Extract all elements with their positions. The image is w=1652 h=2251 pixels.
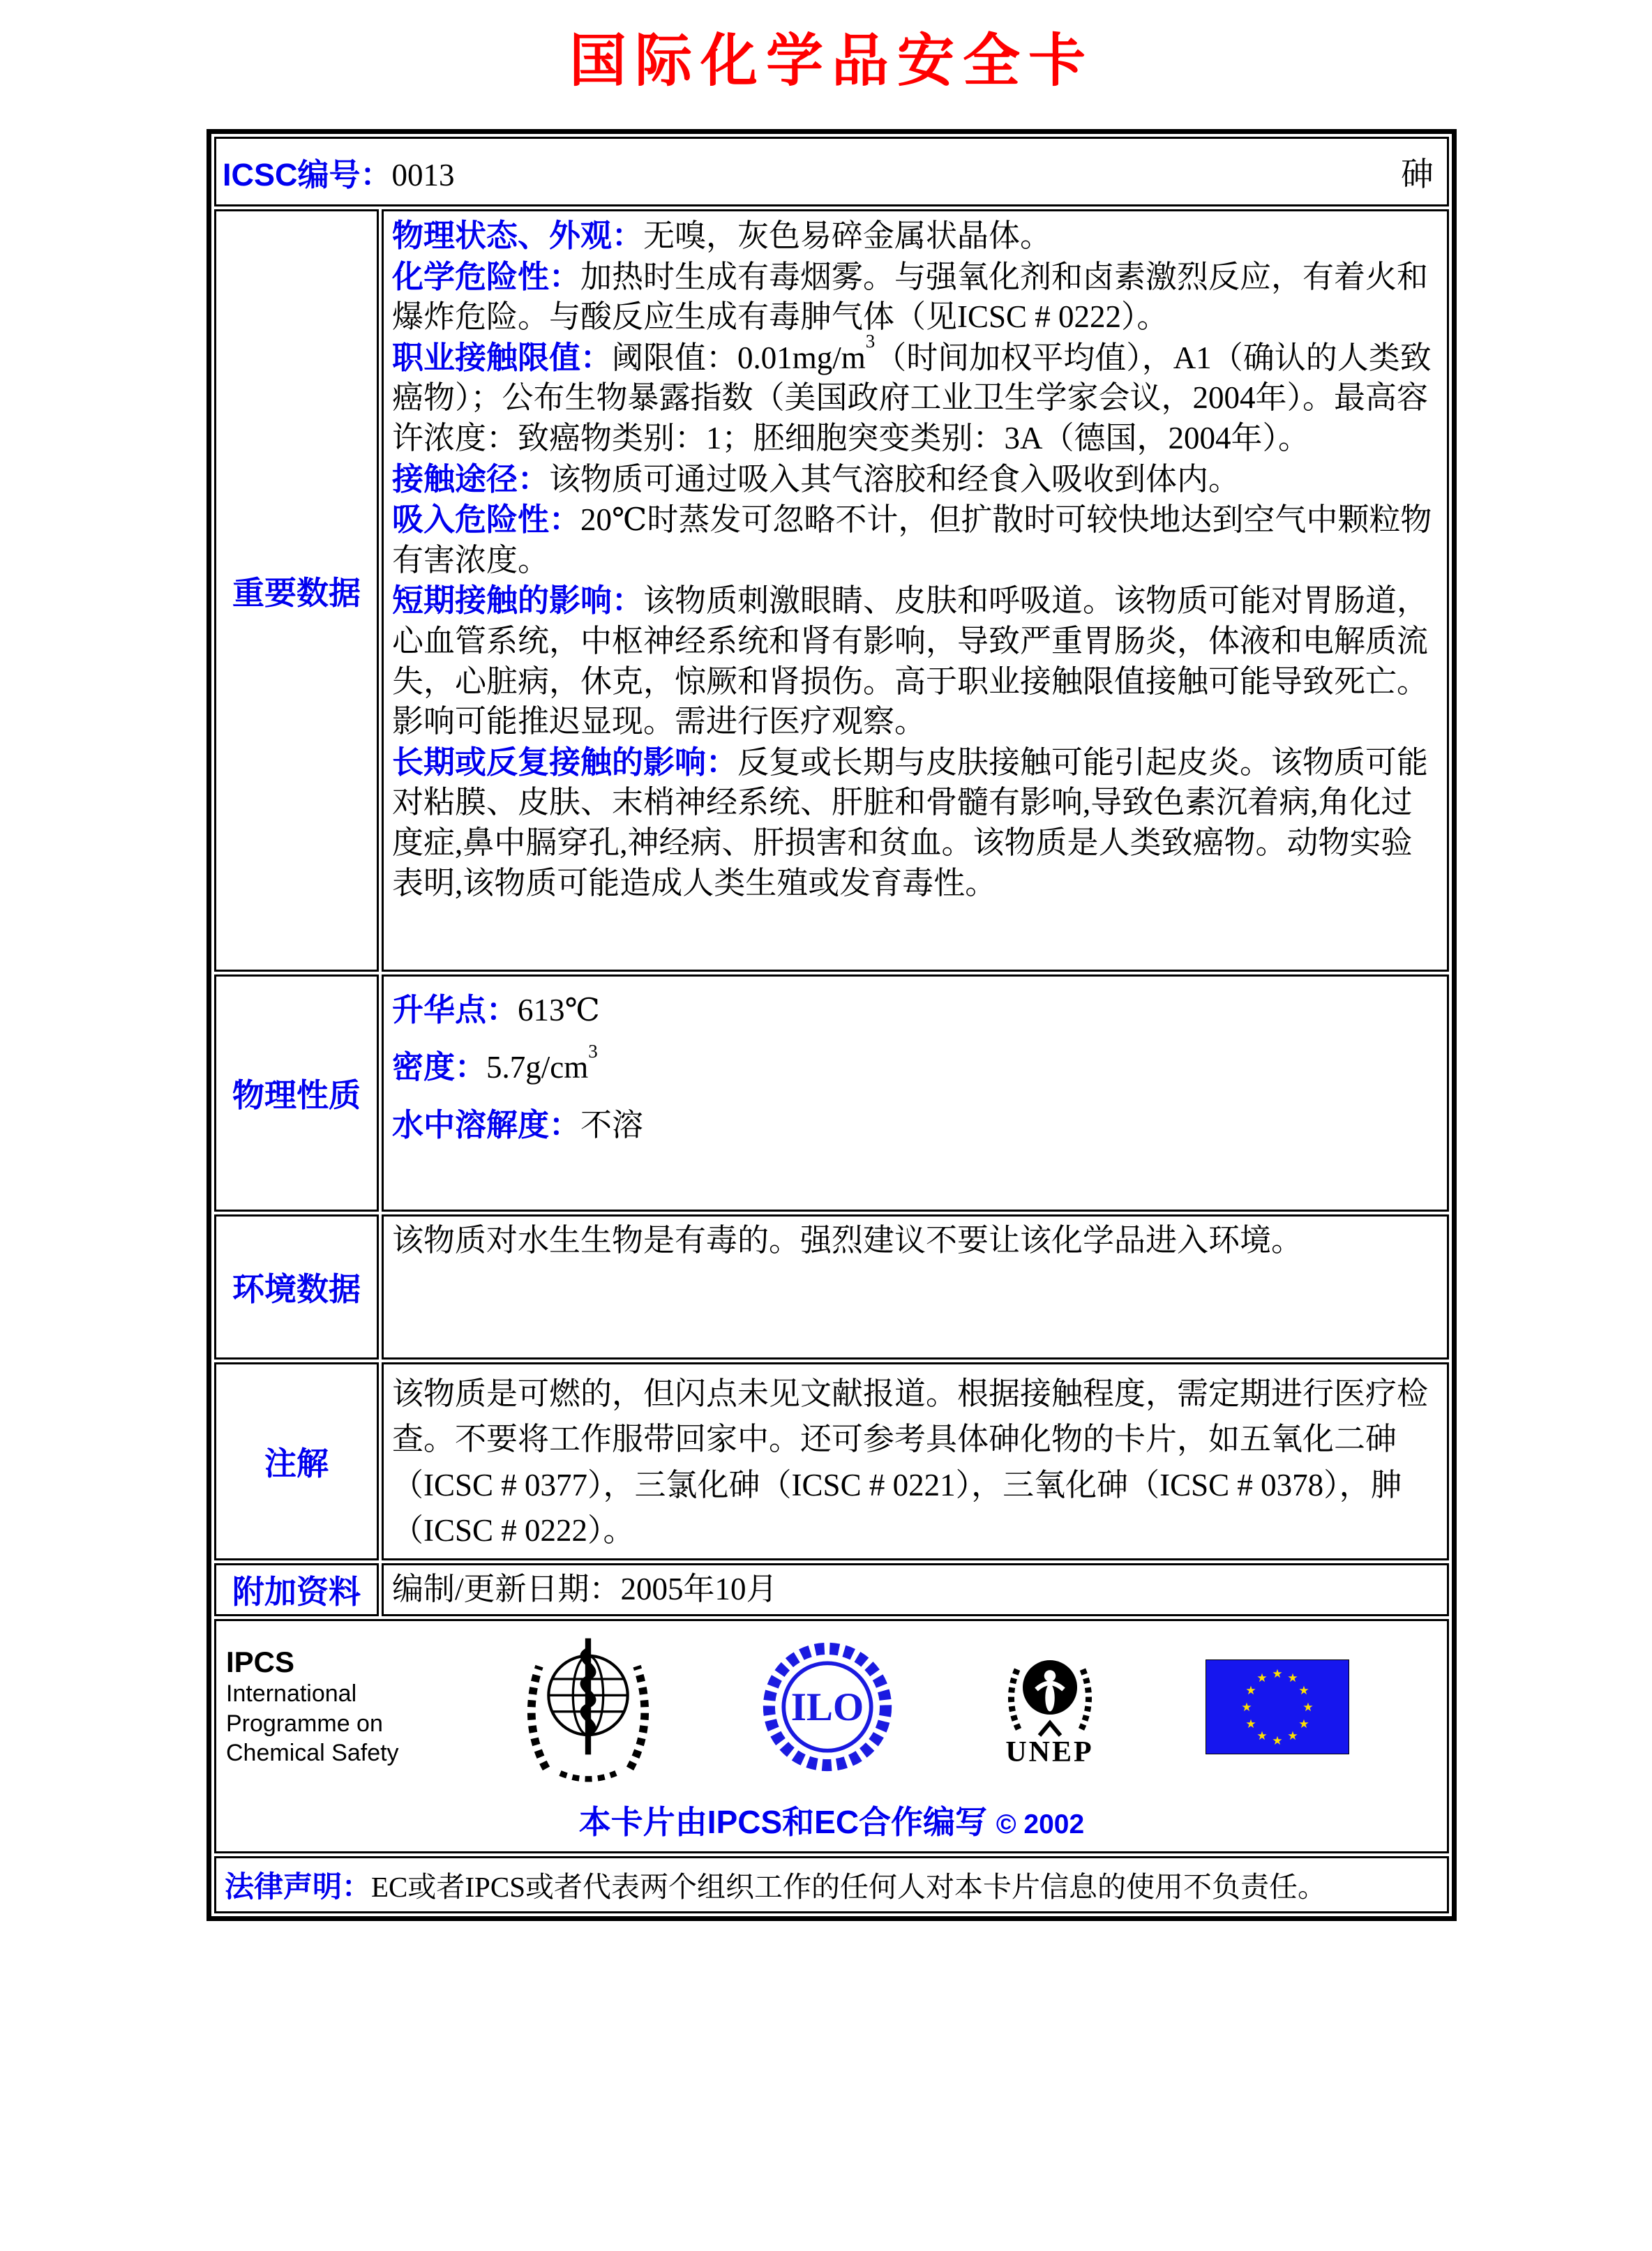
row-label-important-data: 重要数据	[214, 209, 379, 972]
field-label: 吸入危险性：	[392, 502, 581, 538]
eu-star-icon: ★	[1256, 1729, 1268, 1743]
eu-star-icon: ★	[1241, 1701, 1252, 1715]
row-label-additional-info: 附加资料	[214, 1563, 379, 1616]
important-data-content	[382, 209, 1449, 972]
eu-star-icon: ★	[1272, 1667, 1283, 1681]
field-short-term-effects	[392, 580, 1439, 741]
eu-star-icon: ★	[1287, 1729, 1298, 1743]
superscript: 3	[865, 331, 876, 352]
ipcs-line-3: Chemical Safety	[226, 1740, 399, 1767]
eu-star-icon: ★	[1298, 1684, 1309, 1698]
field-text: 反复或长期与皮肤接触可能引起皮炎。该物质可能对粘膜、皮肤、末梢神经系统、肝脏和骨髓有影响,导致色素沉着病,角化过度症,鼻中膈穿孔,神经病、肝损害和贫血。该物质是人类致癌物。动物实验表明,该物质可能造成人类生殖或发育毒性。	[392, 744, 1429, 901]
organization-logos	[216, 1628, 1447, 1783]
row-label-notes: 注解	[214, 1362, 379, 1560]
eu-star-icon: ★	[1302, 1701, 1314, 1715]
row-label-physical-properties: 物理性质	[214, 974, 379, 1212]
field-text: 该物质可通过吸入其气溶胶和经食入吸收到体内。	[549, 461, 1240, 497]
row-label-environmental-data: 环境数据	[214, 1214, 379, 1360]
field-label: 升华点：	[392, 992, 518, 1027]
additional-info-content	[382, 1563, 1449, 1616]
copyright-text: © 2002	[996, 1809, 1085, 1839]
field-label: 长期或反复接触的影响：	[392, 744, 738, 780]
environmental-text: 该物质对水生生物是有毒的。强烈建议不要让该化学品进入环境。	[392, 1223, 1303, 1258]
ilo-logo-icon	[761, 1641, 894, 1773]
field-label: 接触途径：	[392, 460, 550, 497]
environmental-data-content	[382, 1214, 1449, 1360]
eu-star-icon: ★	[1245, 1684, 1256, 1698]
icsc-number-value: 0013	[391, 157, 455, 193]
field-chemical-danger	[392, 257, 1439, 338]
physical-properties-row	[214, 974, 1449, 1212]
field-text: 20℃时蒸发可忽略不计，但扩散时可较快地达到空气中颗粒物有害浓度。	[392, 502, 1432, 578]
field-text: 阈限值：0.01mg/m	[612, 340, 866, 375]
physical-properties-content	[382, 974, 1449, 1212]
unep-logo-text: UNEP	[1005, 1736, 1094, 1768]
field-inhalation-risk	[392, 499, 1439, 580]
field-label: 职业接触限值：	[392, 339, 613, 375]
who-logo-icon	[518, 1631, 658, 1783]
field-density	[392, 1040, 1439, 1087]
icsc-card-table	[206, 129, 1457, 1921]
field-text: 该物质刺激眼睛、皮肤和呼吸道。该物质可能对胃肠道，心血管系统，中枢神经系统和肾有影响，导致严重胃肠炎，体液和电解质流失，心脏病，休克，惊厥和肾损伤。高于职业接触限值接触可能导致死亡。影响可能推迟显现。需进行医疗观察。	[392, 583, 1429, 739]
field-text: 不溶	[580, 1107, 644, 1143]
field-exposure-routes	[392, 459, 1439, 500]
field-occupational-limit	[392, 331, 1439, 459]
ipcs-acronym: IPCS	[226, 1646, 295, 1679]
field-physical-state	[392, 216, 1439, 257]
environmental-data-row	[214, 1214, 1449, 1360]
field-text: 613℃	[518, 993, 600, 1027]
field-text: 无嗅，灰色易碎金属状晶体。	[643, 218, 1052, 253]
field-label: 化学危险性：	[392, 258, 581, 294]
ipcs-line-2: Programme on	[226, 1710, 383, 1737]
important-data-row	[214, 209, 1449, 972]
icsc-card-sheet	[206, 15, 1457, 1921]
field-text-tail: （时间加权平均值），A1（确认的人类致癌物）；公布生物暴露指数（美国政府工业卫生学家会议，2004年）。最高容许浓度：致癌物类别：1；胚细胞突变类别：3A（德国，2004年）。	[392, 340, 1432, 456]
additional-info-row	[214, 1563, 1449, 1616]
field-water-solubility	[392, 1106, 1439, 1145]
field-sublimation-point	[392, 991, 1439, 1030]
chemical-name: 砷	[1401, 156, 1434, 193]
ilo-logo-text: ILO	[790, 1685, 864, 1729]
cooperation-caption	[216, 1797, 1447, 1843]
icsc-number-label: ICSC编号：	[223, 156, 392, 193]
eu-star-icon: ★	[1272, 1734, 1283, 1748]
notes-text: 该物质是可燃的，但闪点未见文献报道。根据接触程度，需定期进行医疗检查。不要将工作服带回家中。还可参考具体砷化物的卡片，如五氧化二砷（ICSC # 0377），三氯化砷（ICSC # 0221），三氧化砷（ICSC # 0378），胂（ICSC # 0222）。	[392, 1376, 1429, 1548]
legal-row	[214, 1856, 1449, 1913]
caption-text: 本卡片由IPCS和EC合作编写	[578, 1804, 988, 1840]
field-label: 密度：	[392, 1049, 487, 1085]
legal-text: EC或者IPCS或者代表两个组织工作的任何人对本卡片信息的使用不负责任。	[371, 1871, 1327, 1903]
notes-content	[382, 1362, 1449, 1560]
header-row	[214, 137, 1449, 206]
ipcs-line-1: International	[226, 1680, 357, 1708]
notes-row	[214, 1362, 1449, 1560]
card-header	[217, 149, 1446, 195]
update-date-text: 编制/更新日期：2005年10月	[392, 1572, 778, 1607]
unep-logo-block	[998, 1646, 1102, 1769]
field-label: 水中溶解度：	[392, 1106, 581, 1143]
icsc-number-group	[223, 149, 455, 195]
ipcs-text-block	[226, 1646, 414, 1768]
logos-row	[214, 1619, 1449, 1853]
field-long-term-effects	[392, 742, 1439, 903]
superscript: 3	[588, 1040, 598, 1062]
eu-star-icon: ★	[1245, 1717, 1256, 1731]
eu-star-icon: ★	[1256, 1671, 1268, 1685]
eu-star-icon: ★	[1287, 1671, 1298, 1685]
legal-label: 法律声明：	[225, 1870, 372, 1903]
page-title: 国际化学品安全卡	[569, 27, 1094, 94]
unep-logo-icon	[998, 1646, 1102, 1740]
field-text: 加热时生成有毒烟雾。与强氧化剂和卤素激烈反应，有着火和爆炸危险。与酸反应生成有毒胂气体（见ICSC # 0222）。	[392, 259, 1429, 335]
field-label: 短期接触的影响：	[392, 582, 644, 619]
field-text: 5.7g/cm	[486, 1050, 589, 1085]
eu-star-icon: ★	[1298, 1717, 1309, 1731]
eu-flag-icon	[1206, 1659, 1349, 1754]
field-label: 物理状态、外观：	[392, 218, 644, 253]
